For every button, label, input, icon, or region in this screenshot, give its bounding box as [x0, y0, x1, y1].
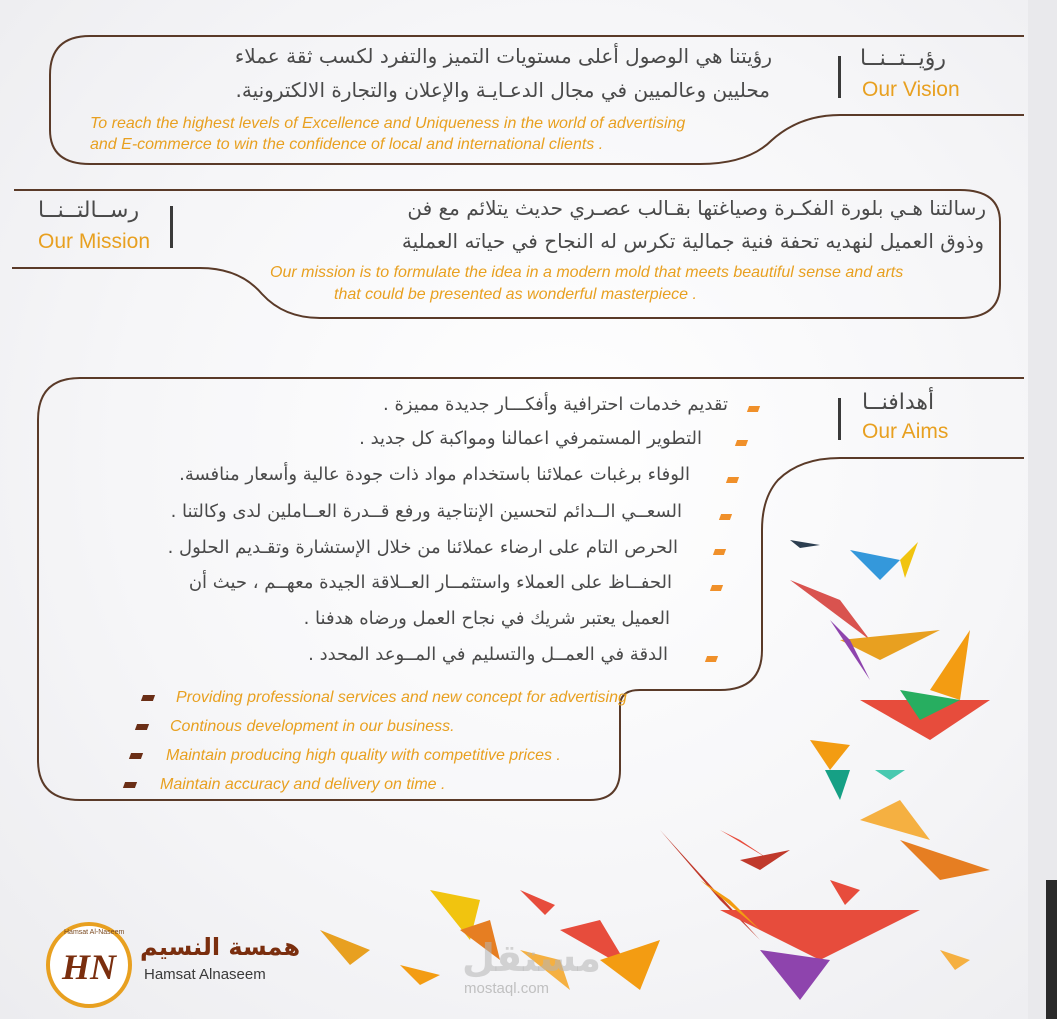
vision-text-en-1: To reach the highest levels of Excellence and Uniqueness in the world of advertising [90, 115, 686, 132]
aim-en-item-3: Maintain producing high quality with competitive prices . [166, 747, 561, 764]
mission-text-en-1: Our mission is to formulate the idea in a modern mold that meets beautiful sense and arts [270, 264, 904, 281]
aims-label-en: Our Aims [862, 420, 949, 443]
aims-label-ar: أهدافنــا [862, 390, 935, 415]
aim-item-5: الحرص التام على ارضاء عملائنا من خلال الإستشارة وتقـديم الحلول . [167, 537, 678, 558]
scrollbar-edge[interactable] [1046, 880, 1057, 1019]
bird-3 [850, 542, 918, 580]
bird-7 [660, 830, 920, 1000]
mission-text-en-2: that could be presented as wonderful masterpiece . [334, 286, 697, 303]
mission-text-ar-1: رسالتنا هـي بلورة الفكـرة وصياغتها بقـالب عصـري حديث يتلائم مع فن [407, 196, 986, 220]
aim-en-item-4: Maintain accuracy and delivery on time . [160, 776, 446, 793]
aim-item-2: التطوير المستمرفي اعمالنا ومواكبة كل جديد . [359, 428, 702, 449]
bird-4 [810, 740, 850, 800]
aim-en-item-1: Providing professional services and new concept for advertising [176, 689, 627, 706]
bird-5 [860, 800, 990, 880]
aim-item-7: الدقة في العمــل والتسليم في المــوعد المحدد . [308, 644, 668, 665]
brand-name-en: Hamsat Alnaseem [144, 966, 266, 983]
vision-text-ar-1: رؤيتنا هي الوصول أعلى مستويات التميز والتفرد لكسب ثقة عملاء [234, 44, 772, 68]
side-panel [1028, 0, 1057, 1019]
aim-item-4: السعــي الــدائم لتحسين الإنتاجية ورفع قــدرة العــاملين لدى وكالتنا . [170, 501, 682, 522]
aim-item-1: تقديم خدمات احترافية وأفكـــار جديدة مميزة . [383, 394, 728, 415]
mission-label-ar: رســالتــنــا [38, 198, 140, 223]
bird-11 [520, 540, 970, 970]
logo-mark: HN [62, 947, 116, 987]
brand-name-ar: همسة النسيم [140, 933, 301, 961]
mission-label-en: Our Mission [38, 230, 151, 253]
watermark-ar: مستقل [462, 936, 601, 980]
vision-text-ar-2: محليين وعالميين في مجال الدعـايـة والإعلان والتجارة الالكترونية. [235, 78, 770, 102]
mission-text-ar-2: وذوق العميل لنهديه تحفة فنية جمالية تكرس له النجاح في حياته العملية [401, 229, 984, 253]
logo-ring-text: Hamsat Al-Naseem [64, 929, 125, 936]
brand-logo [46, 922, 132, 1008]
watermark-en: mostaql.com [464, 980, 550, 997]
vision-text-en-2: and E-commerce to win the confidence of local and international clients . [90, 136, 604, 153]
vision-label-ar: رؤيــتــنــا [860, 46, 947, 71]
aim-item-6: الحفــاظ على العملاء واستثمــار العــلاقة الجيدة معهــم ، حيث أن [188, 572, 672, 593]
aim-item-6-cont: العميل يعتبر شريك في نجاح العمل ورضاه هدفنا . [303, 608, 670, 629]
bird-6 [720, 830, 790, 870]
aim-en-item-2: Continous development in our business. [170, 718, 455, 735]
aim-item-3: الوفاء برغبات عملائنا باستخدام مواد ذات جودة عالية وأسعار منافسة. [179, 464, 690, 485]
bird-10 [320, 930, 440, 985]
vision-label-en: Our Vision [862, 78, 960, 101]
bird-1 [790, 580, 940, 680]
